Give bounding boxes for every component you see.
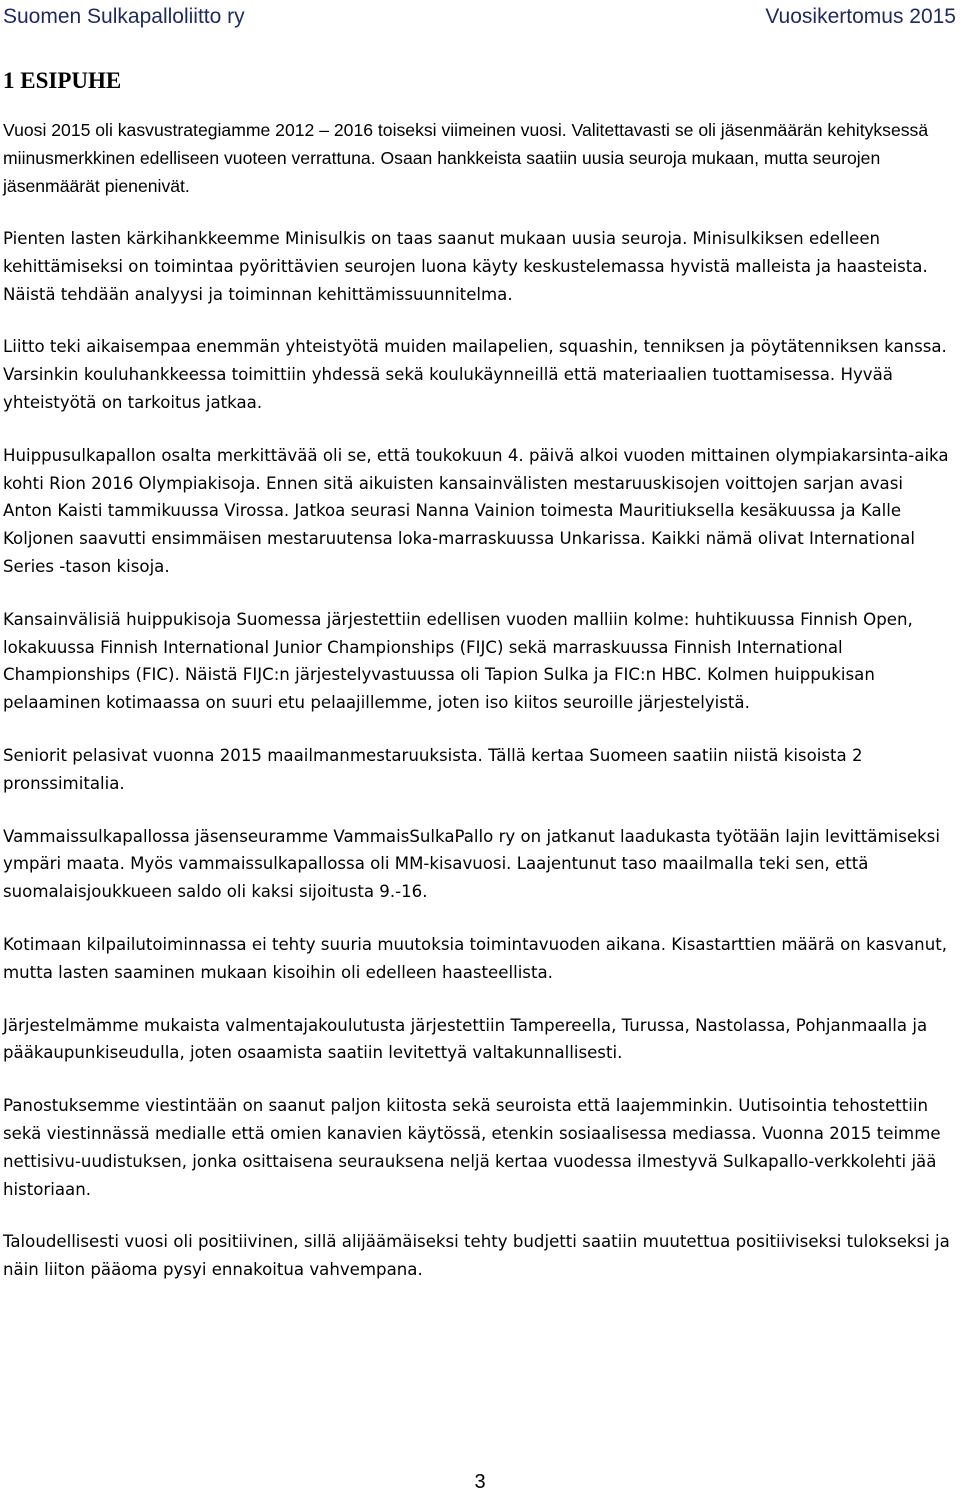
paragraph-11: Taloudellisesti vuosi oli positiivinen, sillä alijäämäiseksi tehty budjetti saatiin muutettua positiiviseksi tulokseksi ja näin liiton pääoma pysyi ennakoitua vahvempana. xyxy=(3,1232,950,1280)
section-heading: 1 ESIPUHE xyxy=(3,68,122,93)
paragraph-1: Vuosi 2015 oli kasvustrategiamme 2012 – 2016 toiseksi viimeinen vuosi. Valitettavasti se oli jäsenmäärän kehityksessä miinusmerkkinen edelliseen vuoteen verrattuna. Osaan hankkeista saatiin uusia seuroja mukaan, mutta seurojen jäsenmäärät pienenivät. xyxy=(3,120,929,196)
page-number: 3 xyxy=(474,1471,486,1493)
paragraph-2: Pienten lasten kärkihankkeemme Minisulkis on taas saanut mukaan uusia seuroja. Minisulkiksen edelleen kehittämiseksi on toimintaa pyörittävien seurojen luona käyty keskustelemassa hyvistä malleista ja haasteista. Näistä tehdään analyysi ja toiminnan kehittämissuunnitelma. xyxy=(3,229,928,304)
paragraph-10: Panostuksemme viestintään on saanut paljon kiitosta sekä seuroista että laajemminkin. Uutisointia tehostettiin sekä viestinnässä medialle että omien kanavien käytössä, etenkin sosiaalisessa mediassa. Vuonna 2015 teimme nettisivu-uudistuksen, jonka osittaisena seurauksena neljä kertaa vuodessa ilmestyvä Sulkapallo-verkkolehti jää historiaan. xyxy=(3,1096,941,1199)
document-title: Vuosikertomus 2015 xyxy=(765,5,956,28)
organization-name: Suomen Sulkapalloliitto ry xyxy=(3,5,245,28)
paragraph-9: Järjestelmämme mukaista valmentajakoulutusta järjestettiin Tampereella, Turussa, Nastolassa, Pohjanmaalla ja pääkaupunkiseudulla, joten osaamista saatiin levitettyä valtakunnallisesti. xyxy=(3,1015,928,1063)
paragraph-4: Huippusulkapallon osalta merkittävää oli se, että toukokuun 4. päivä alkoi vuoden mittainen olympiakarsinta-aika kohti Rion 2016 Olympiakisoja. Ennen sitä aikuisten kansainvälisten mestaruuskisojen voittojen sarjan avasi Anton Kaisti tammikuussa Virossa. Jatkoa seurasi Nanna Vainion toimesta Mauritiuksella kesäkuussa ja Kalle Koljonen saavutti ensimmäisen mestaruutensa loka-marraskuussa Unkarissa. Kaikki nämä olivat International Series -tason kisoja. xyxy=(3,445,949,576)
paragraph-6: Seniorit pelasivat vuonna 2015 maailmanmestaruuksista. Tällä kertaa Suomeen saatiin niistä kisoista 2 pronssimitalia. xyxy=(3,745,863,793)
page-header xyxy=(0,0,960,34)
paragraph-5: Kansainvälisiä huippukisoja Suomessa järjestettiin edellisen vuoden malliin kolme: huhtikuussa Finnish Open, lokakuussa Finnish International Junior Championships (FIJC) sekä marraskuussa Finnish International Championships (FIC). Näistä FIJC:n järjestelyvastuussa oli Tapion Sulka ja FIC:n HBC. Kolmen huippukisan pelaaminen kotimaassa on suuri etu pelaajillemme, joten iso kiitos seuroille järjestelyistä. xyxy=(3,609,913,713)
paragraph-7: Vammaissulkapallossa jäsenseuramme VammaisSulkaPallo ry on jatkanut laadukasta työtään lajin levittämiseksi ympäri maata. Myös vammaissulkapallossa oli MM-kisavuosi. Laajentunut taso maailmalla teki sen, että suomalaisjoukkueen saldo oli kaksi sijoitusta 9.-16. xyxy=(3,826,940,902)
paragraph-3: Liitto teki aikaisempaa enemmän yhteistyötä muiden mailapelien, squashin, tenniksen ja pöytätenniksen kanssa. Varsinkin kouluhankkeessa toimittiin yhdessä sekä koulukäynneillä että materiaalien tuottamisessa. Hyvää yhteistyötä on tarkoitus jatkaa. xyxy=(3,337,947,412)
paragraph-8: Kotimaan kilpailutoiminnassa ei tehty suuria muutoksia toimintavuoden aikana. Kisastarttien määrä on kasvanut, mutta lasten saaminen mukaan kisoihin oli edelleen haasteellista. xyxy=(3,934,947,982)
body-text xyxy=(3,116,957,1309)
